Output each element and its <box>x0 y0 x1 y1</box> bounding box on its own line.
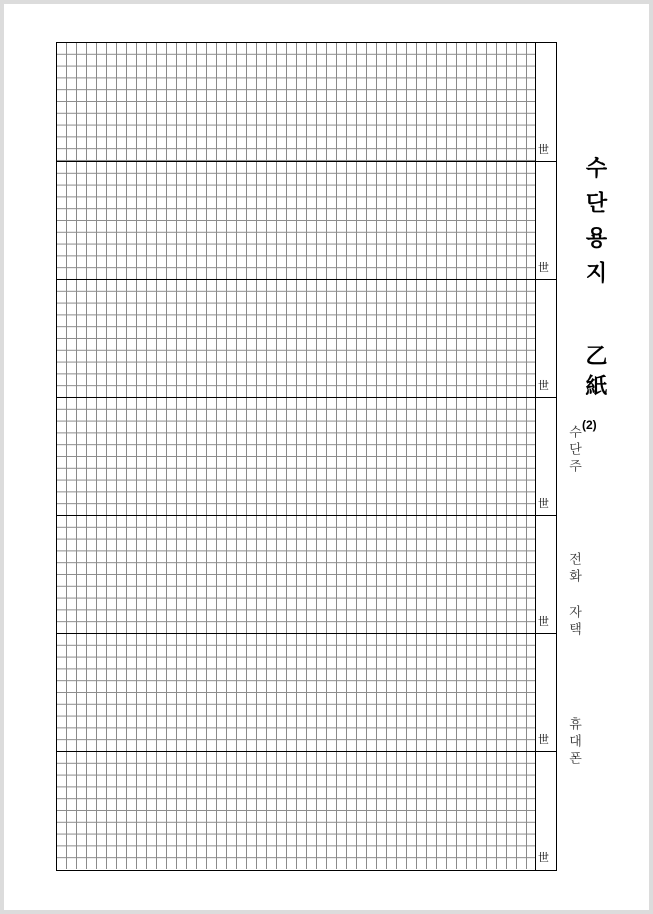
marker-cell <box>535 633 556 751</box>
section-mark: 世 <box>538 497 549 510</box>
section-mark: 世 <box>538 261 549 274</box>
address-label: 수단주 <box>566 425 581 476</box>
form-page <box>4 4 649 910</box>
section-mark: 世 <box>538 733 549 746</box>
phone-label: 전화 <box>566 552 581 586</box>
grid-section <box>57 751 535 869</box>
grid-section <box>57 515 535 633</box>
grid-section <box>57 397 535 515</box>
marker-cell <box>535 397 556 515</box>
grid-section <box>57 161 535 279</box>
form-number: (2) <box>582 418 597 432</box>
grid-section <box>57 633 535 751</box>
section-mark: 世 <box>538 379 549 392</box>
marker-cell <box>535 43 556 161</box>
marker-cell <box>535 161 556 279</box>
marker-cell <box>535 751 556 869</box>
manuscript-grid <box>56 42 536 871</box>
section-mark: 世 <box>538 851 549 864</box>
marker-cell <box>535 515 556 633</box>
mobile-phone-label: 휴대폰 <box>566 717 581 768</box>
section-mark: 世 <box>538 615 549 628</box>
section-mark: 世 <box>538 143 549 156</box>
form-title: 수단용지 <box>582 156 607 296</box>
marker-cell <box>535 279 556 397</box>
grid-section <box>57 279 535 397</box>
home-phone-label: 자택 <box>566 605 581 639</box>
grid-section <box>57 43 535 161</box>
section-marker-column <box>535 42 557 871</box>
form-subtitle: 乙紙 <box>582 344 607 404</box>
